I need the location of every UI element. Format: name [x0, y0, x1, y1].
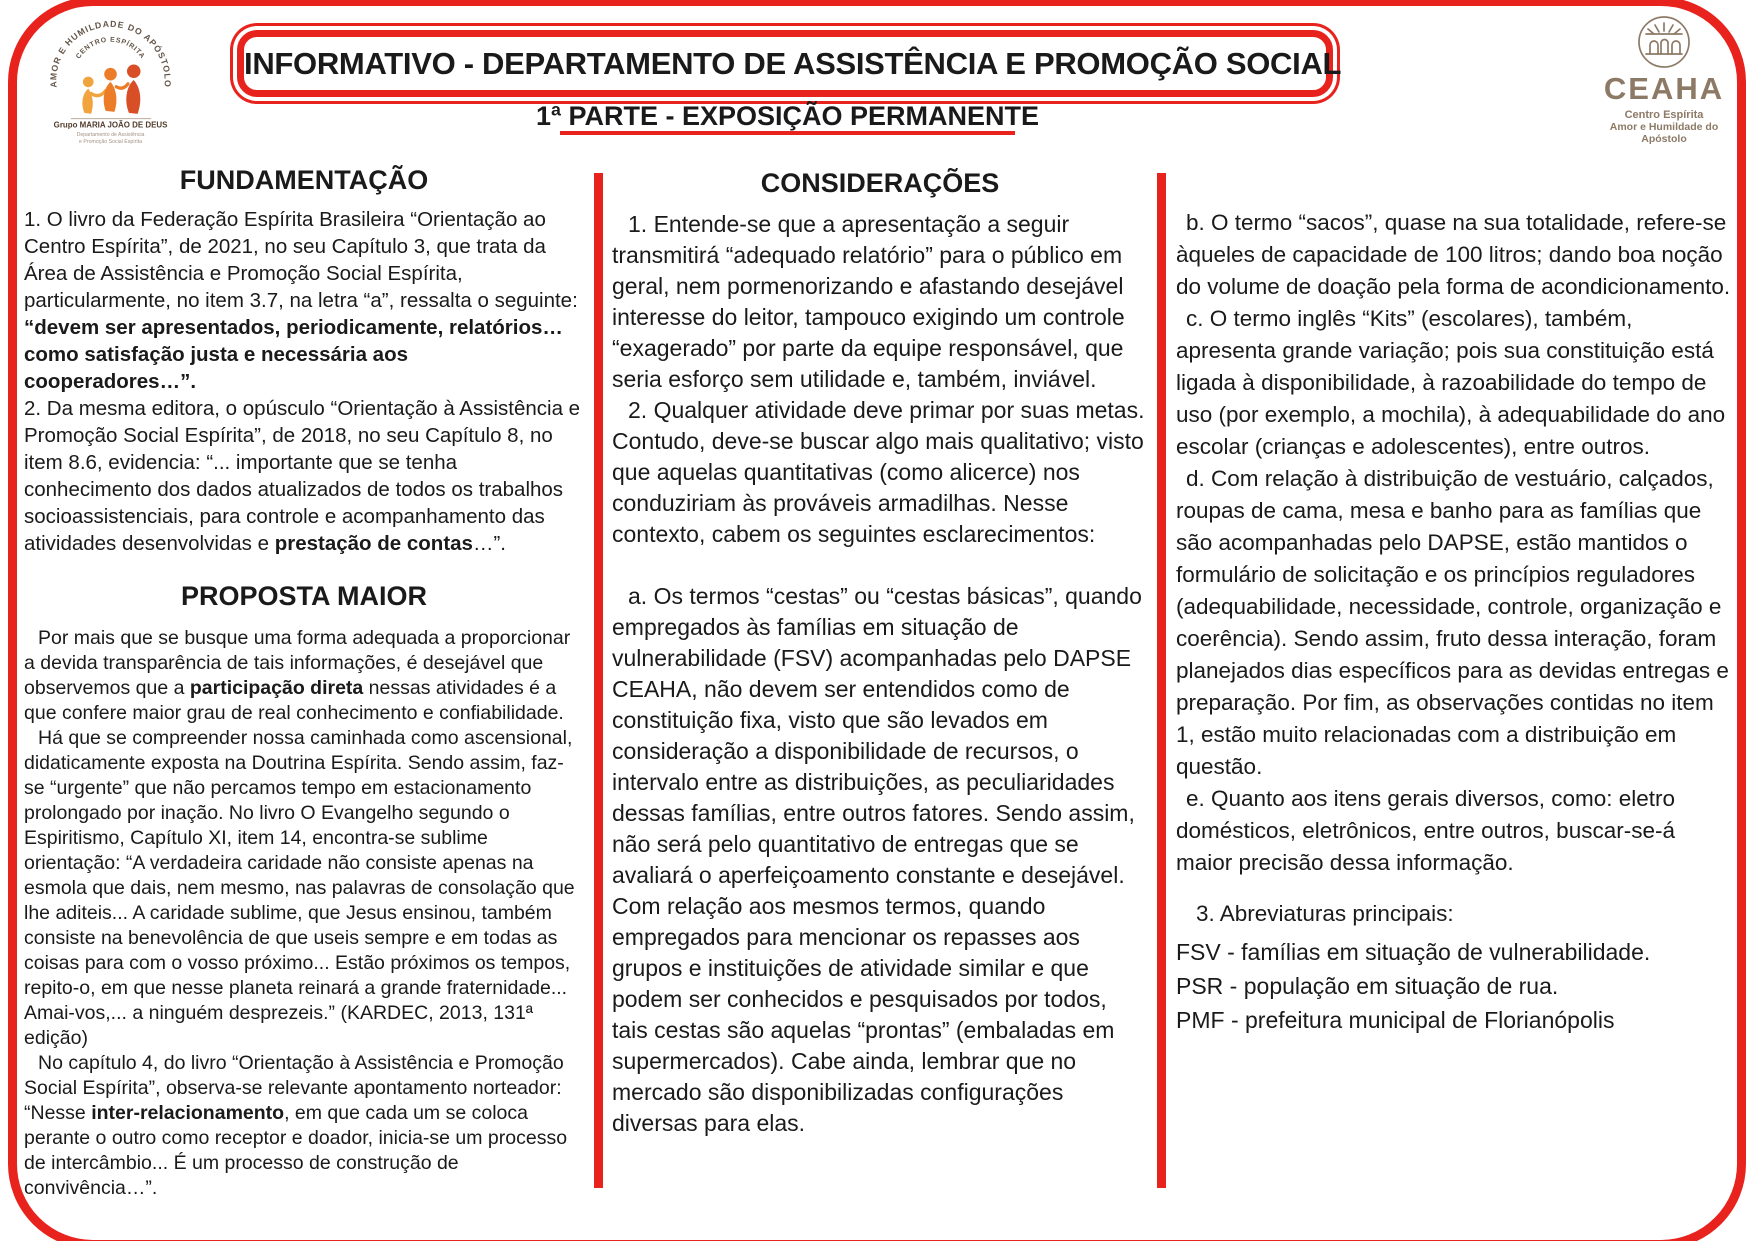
logo-caption-line1: Departamento de Assistência	[76, 132, 145, 139]
subtitle-underline	[560, 131, 1015, 135]
paragraph: 2. Qualquer atividade deve primar por suas metas. Contudo, deve-se buscar algo mais qualitativo; visto que aquelas quantitativas (como alicerce) nos conduziriam às prováveis armadilhas. Nesse contexto, cabem os seguintes esclarecimentos:	[612, 397, 1145, 547]
page-title: INFORMATIVO - DEPARTAMENTO DE ASSISTÊNCIA E PROMOÇÃO SOCIAL	[244, 46, 1342, 81]
paragraph: d. Com relação à distribuição de vestuário, calçados, roupas de cama, mesa e banho para as famílias que são acompanhadas pelo DAPSE, estão mantidos o formulário de solicitação e os princípios reguladores (adequabilidade, necessidade, controle, organização e coerência). Sendo assim, fruto dessa interação, foram planejados dias específicos para as devidas entregas e preparação. Por fim, as observações contidas no item 1, estão muito relacionadas com a distribuição em questão.	[1176, 466, 1729, 779]
paragraph: c. O termo inglês “Kits” (escolares), também, apresenta grande variação; pois sua constituição está ligada à disponibilidade, à razoabilidade do tempo de uso (por exemplo, a mochila), à adequabilidade do ano escolar (crianças e adolescentes), entre outros.	[1176, 306, 1726, 459]
section-subtitle: 1ª PARTE - EXPOSIÇÃO PERMANENTE	[535, 101, 1040, 131]
abbreviations-title: 3. Abreviaturas principais:	[1196, 901, 1454, 926]
ceaha-subtitle-line2: Amor e Humildade do Apóstolo	[1609, 121, 1719, 145]
paragraph: 1. Entende-se que a apresentação a seguir transmitirá “adequado relatório” para o público em geral, nem pormenorizando e afastando desejável interesse do leitor, tampouco exigindo um controle “exagerado” por parte da equipe responsável, que seria esforço sem utilidade e, também, inviável.	[612, 211, 1125, 392]
ceaha-acronym: CEAHA	[1603, 71, 1725, 106]
paragraph: No capítulo 4, do livro “Orientação à Assistência e Promoção Social Espírita”, observa-se relevante apontamento norteador: “Nesse inter-relacionamento, em que cada um se coloca perante o outro como receptor e doador, inicia-se um processo de intercâmbio... É um processo de construção de convivência…”.	[24, 1052, 568, 1199]
title-banner	[237, 30, 1342, 97]
ceaha-logo	[1586, 14, 1742, 145]
column-consideracoes	[612, 168, 1148, 1139]
paragraph: 2. Da mesma editora, o opúsculo “Orientação à Assistência e Promoção Social Espírita”, de 2018, no seu Capítulo 8, no item 8.6, evidencia: “... importante que se tenha conhecimento dos dados atualizados de todos os trabalhos socioassistenciais, para controle e acompanhamento das atividades desenvolvidas e prestação de contas…”.	[24, 397, 581, 555]
abbreviation-item: FSV - famílias em situação de vulnerabilidade.	[1176, 939, 1651, 965]
column-divider-1	[594, 173, 603, 1188]
people-figures-icon	[82, 64, 140, 113]
paragraph: Por mais que se busque uma forma adequada a proporcionar a devida transparência de tais informações, é desejável que observemos que a participação direta nessas atividades é a que confere maior grau de real conhecimento e confiabilidade.	[24, 627, 571, 724]
paragraph: b. O termo “sacos”, quase na sua totalidade, refere-se àqueles de capacidade de 100 litros; dando boa noção do volume de doação pela forma de acondicionamento.	[1176, 210, 1731, 299]
heading-consideracoes: CONSIDERAÇÕES	[760, 168, 1000, 198]
abbreviation-item: PSR - população em situação de rua.	[1176, 973, 1559, 999]
logo-group-name: Grupo MARIA JOÃO DE DEUS	[53, 120, 168, 130]
ceaha-emblem-icon	[1624, 14, 1704, 70]
paragraph: Há que se compreender nossa caminhada como ascensional, didaticamente exposta na Doutrina Espírita. Sendo assim, faz-se “urgente” que não percamos tempo em estacionamento prolongado por inação. No livro O Evangelho segundo o Espiritismo, Capítulo XI, item 14, encontra-se sublime orientação: “A verdadeira caridade não consiste apenas na esmola que dais, nem mesmo, nas palavras de consolação que lhe aditeis... A caridade sublime, que Jesus ensinou, também consiste na benevolência de que useis sempre e em todas as coisas para com o vosso próximo... Estão próximos os tempos, repito-o, em que nesse planeta reinará a grande fraternidade... Amai-vos,... a ninguém desprezeis.” (KARDEC, 2013, 131ª edição)	[24, 727, 575, 1049]
group-logo	[36, 10, 186, 148]
logo-arc-outer-text: AMOR E HUMILDADE DO APÓSTOLO	[48, 18, 173, 88]
heading-proposta-maior: PROPOSTA MAIOR	[180, 581, 427, 611]
heading-fundamentacao: FUNDAMENTAÇÃO	[179, 165, 429, 195]
paragraph: 1. O livro da Federação Espírita Brasileira “Orientação ao Centro Espírita”, de 2021, no seu Capítulo 3, que trata da Área de Assistência e Promoção Social Espírita, particularmente, no item 3.7, na letra “a”, ressalta o seguinte: “devem ser apresentados, periodicamente, relatórios… como satisfação justa e necessária aos cooperadores…”.	[24, 208, 578, 393]
column-fundamentacao	[24, 165, 584, 1201]
paragraph: e. Quanto aos itens gerais diversos, como: eletro domésticos, eletrônicos, entre outros, buscar-se-á maior precisão dessa informação.	[1176, 786, 1676, 875]
logo-caption-line2: e Promoção Social Espírita	[79, 138, 142, 145]
ceaha-subtitle-line1: Centro Espírita	[1624, 109, 1704, 121]
abbreviation-item: PMF - prefeitura municipal de Florianópolis	[1176, 1007, 1615, 1033]
logo-arc-inner-text: CENTRO ESPÍRITA	[75, 36, 146, 61]
paragraph: a. Os termos “cestas” ou “cestas básicas”, quando empregados às famílias em situação de vulnerabilidade (FSV) acompanhadas pelo DAPSE CEAHA, não devem ser entendidos como de constituição fixa, visto que são levados em consideração a disponibilidade de recursos, o intervalo entre as distribuições, as peculiaridades dessas famílias, entre outros fatores. Sendo assim, não será pelo quantitativo de entregas que se avaliará o aperfeiçoamento constante e desejável. Com relação aos mesmos termos, quando empregados para mencionar os repasses aos grupos e instituições de atividade similar e que podem ser conhecidos e pesquisados por todos, tais cestas são aquelas “prontas” (embaladas em supermercados). Cabe ainda, lembrar que no mercado são disponibilizadas configurações diversas para elas.	[612, 583, 1142, 1136]
column-divider-2	[1157, 173, 1166, 1188]
column-consideracoes-continuacao	[1176, 168, 1736, 1037]
